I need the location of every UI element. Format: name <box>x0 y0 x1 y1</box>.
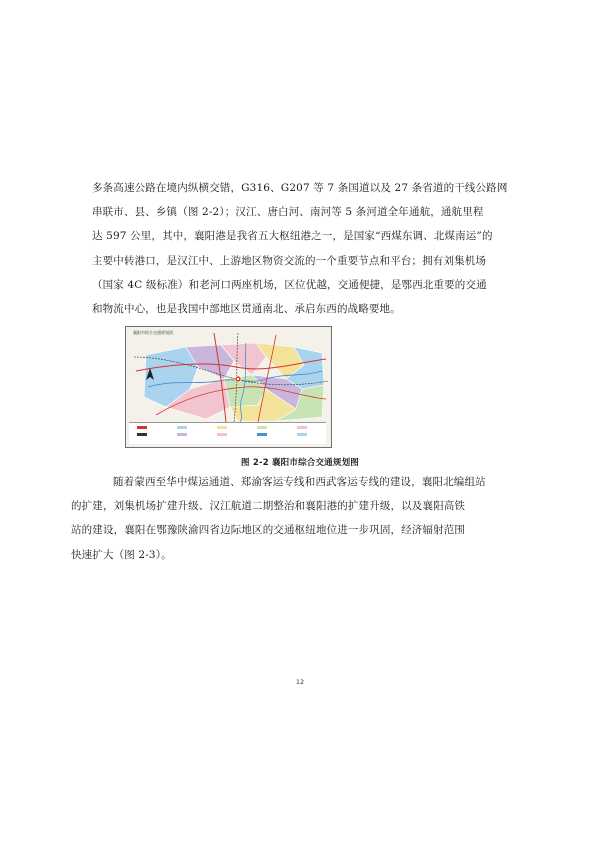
legend-swatch <box>297 433 307 436</box>
transport-map-figure <box>125 326 332 448</box>
legend-swatch <box>137 433 147 436</box>
legend-swatch <box>257 426 267 429</box>
north-arrow-icon <box>145 368 155 382</box>
text-line: 多条高速公路在境内纵横交错，G316、G207 等 7 条国道以及 27 条省道的干线公路网 <box>92 182 508 194</box>
text-line: 主要中转港口，是汉江中、上游地区物资交流的一个重要节点和平台；拥有刘集机场 <box>92 254 487 267</box>
legend-swatch <box>217 426 227 429</box>
legend-swatch <box>217 433 227 436</box>
legend-swatch <box>137 426 147 429</box>
text-line: 的扩建，刘集机场扩建升级、汉江航道二期整治和襄阳港的扩建升级，以及襄阳高铁 <box>71 500 466 513</box>
text-line: 快速扩大（图 2-3）。 <box>71 548 172 561</box>
text-line: 串联市、县、乡镇（图 2-2）；汉江、唐白河、南河等 5 条河道全年通航，通航里程 <box>92 206 484 219</box>
text-line: 站的建设，襄阳在鄂豫陕渝四省边际地区的交通枢纽地位进一步巩固，经济辐射范围 <box>71 524 466 537</box>
paragraph-transport-network <box>92 176 508 321</box>
text-line: 和物流中心，也是我国中部地区贯通南北、承启东西的战略要地。 <box>92 303 401 316</box>
legend-swatch <box>297 426 307 429</box>
legend-swatch <box>257 433 267 436</box>
figure-caption: 图 2-2 襄阳市综合交通规划图 <box>241 458 359 468</box>
text-line: 达 597 公里，其中，襄阳港是我省五大枢纽港之一，是国家“西煤东调、北煤南运”的 <box>92 230 493 243</box>
map-legend <box>129 422 326 444</box>
text-line: （国家 4C 级标准）和老河口两座机场，区位优越，交通便捷，是鄂西北重要的交通 <box>92 278 487 291</box>
legend-swatch <box>177 426 187 429</box>
map-title: 襄阳市综合交通规划图 <box>133 330 173 335</box>
paragraph-hub-development <box>71 470 508 567</box>
legend-swatch <box>177 433 187 436</box>
page-number: 12 <box>295 678 305 686</box>
text-line: 随着蒙西至华中煤运通道、郑渝客运专线和西武客运专线的建设，襄阳北编组站 <box>113 476 486 488</box>
